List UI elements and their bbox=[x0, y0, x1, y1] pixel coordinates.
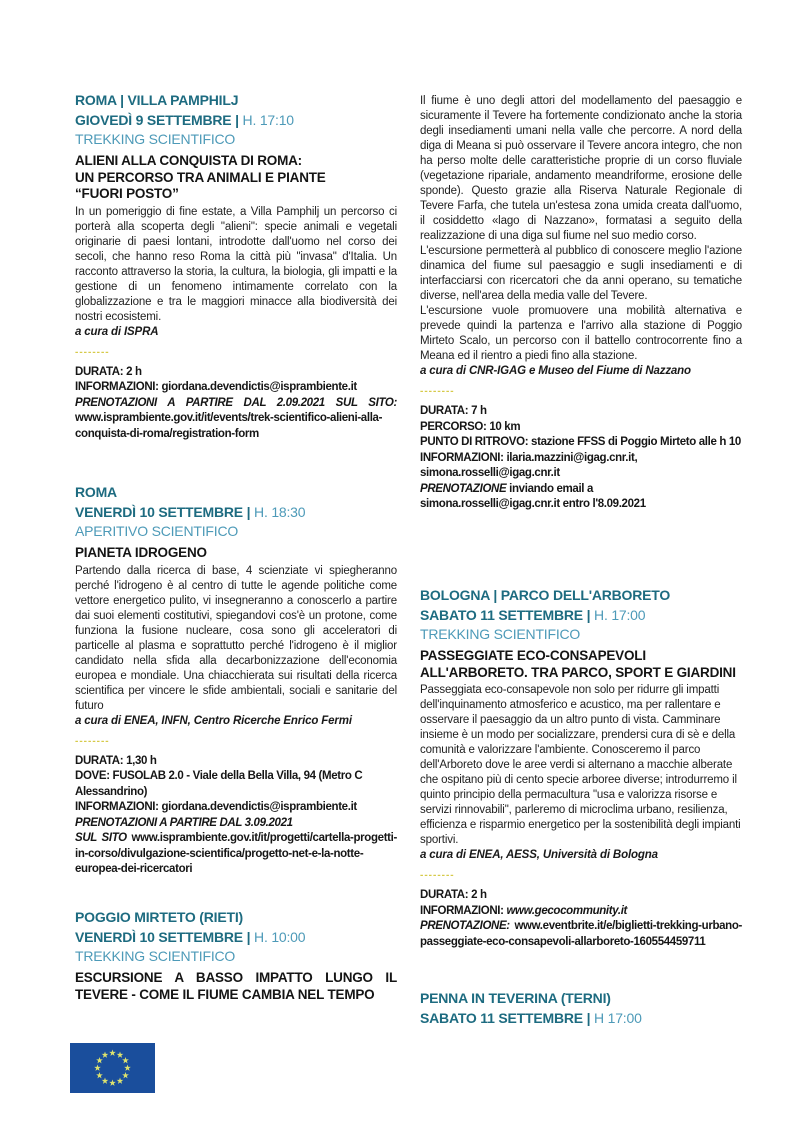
event-date-line bbox=[75, 927, 397, 947]
event-date: GIOVEDÌ 9 SETTEMBRE | bbox=[75, 112, 239, 128]
event-title bbox=[75, 970, 397, 1003]
section-separator: -------- bbox=[420, 386, 455, 397]
event-villa-pamphilj bbox=[75, 90, 397, 442]
event-curator: a cura di CNR-IGAG e Museo del Fiume di Nazzano bbox=[420, 365, 691, 377]
event-booking-text: inviando email a bbox=[506, 482, 594, 495]
event-route-length: PERCORSO: 10 km bbox=[420, 420, 521, 433]
event-booking-url: www.isprambiente.gov.it/it/events/trek-scientifico-alieni-alla-conquista-di-roma/registration-form bbox=[75, 412, 383, 440]
event-booking-note bbox=[420, 482, 742, 498]
event-bologna-arboreto bbox=[420, 585, 742, 950]
event-date-line bbox=[420, 605, 742, 625]
event-title-line: ESCURSIONE A BASSO IMPATTO LUNGO IL bbox=[75, 970, 397, 985]
event-category: TREKKING SCIENTIFICO bbox=[420, 626, 581, 642]
event-duration: DURATA: 7 h bbox=[420, 405, 487, 417]
event-info-email: INFORMAZIONI: ilaria.mazzini@igag.cnr.it, bbox=[420, 451, 638, 464]
event-curator: a cura di ENEA, INFN, Centro Ricerche Enrico Fermi bbox=[75, 714, 352, 727]
event-curator: a cura di ISPRA bbox=[75, 325, 159, 338]
event-time: H 17:00 bbox=[590, 1010, 642, 1026]
event-booking-url-line bbox=[420, 919, 742, 950]
event-details bbox=[420, 404, 742, 513]
event-poggio-mirteto-body bbox=[420, 92, 742, 513]
event-date: SABATO 11 SETTEMBRE | bbox=[420, 607, 591, 623]
event-time: H. 10:00 bbox=[250, 929, 306, 945]
event-duration: DURATA: 1,30 h bbox=[75, 754, 157, 767]
event-curator: a cura di ENEA, AESS, Università di Bologna bbox=[420, 849, 658, 861]
event-title-line: ALIENI ALLA CONQUISTA DI ROMA: bbox=[75, 153, 302, 168]
event-title-line: ALL'ARBORETO. TRA PARCO, SPORT E GIARDINI bbox=[420, 664, 736, 680]
event-title bbox=[75, 153, 397, 203]
event-poggio-mirteto-header bbox=[75, 907, 397, 1003]
event-details bbox=[420, 888, 742, 950]
event-booking-label: PRENOTAZIONE bbox=[420, 482, 507, 495]
event-date-line bbox=[75, 502, 397, 522]
event-info-email-2: simona.rosselli@igag.cnr.it bbox=[420, 467, 560, 479]
section-separator: -------- bbox=[420, 870, 455, 881]
eu-flag-icon bbox=[70, 1043, 155, 1093]
section-separator: -------- bbox=[75, 346, 110, 358]
event-date: VENERDÌ 10 SETTEMBRE | bbox=[75, 504, 251, 520]
event-time: H. 17:10 bbox=[238, 112, 294, 128]
event-title bbox=[420, 648, 742, 681]
event-description-paragraph: L'escursione vuole promuovere una mobilità alternativa e prevede quindi la partenza e l'arrivo alla stazione di Poggio Mirteto Scalo, un percorso con il battello controcorrente fino a Meana ed il rientro a piedi fino alla stazione. bbox=[420, 305, 742, 362]
section-separator: -------- bbox=[75, 735, 110, 747]
event-category: TREKKING SCIENTIFICO bbox=[75, 948, 236, 964]
event-description: Passeggiata eco-consapevole non solo per ridurre gli impatti dell'inquinamento atmosferico e acustico, ma per rallentare e osservare il paesaggio da un altro punto di vista. Camminare insieme è un modo per socializzare, prendersi cura di sè e della comunità e valorizzare l'ambiente. Conosceremo il parco dell'Arboreto dove le aree verdi si alternano a macchie alberate che ospitano più di cento specie arboree diverse; introdurremo il quinto principio della permacultura "usa e valorizza risorse e servizi rinnovabili", parleremo di microclima urbano, resilienza, efficienza e risparmio energetico per la sostenibilità degli impianti sportivi. bbox=[420, 684, 741, 846]
event-booking-note: PRENOTAZIONI A PARTIRE DAL 2.09.2021 SUL SITO: bbox=[75, 396, 397, 409]
event-info-email: INFORMAZIONI: giordana.devendictis@isprambiente.it bbox=[75, 801, 357, 813]
event-time: H. 17:00 bbox=[590, 607, 646, 623]
event-category: APERITIVO SCIENTIFICO bbox=[75, 523, 239, 539]
event-booking-note: PRENOTAZIONI A PARTIRE DAL 3.09.2021 bbox=[75, 816, 293, 829]
event-title: PIANETA IDROGENO bbox=[75, 545, 207, 560]
event-category: TREKKING SCIENTIFICO bbox=[75, 131, 236, 147]
event-details bbox=[75, 365, 397, 443]
event-booking-url: www.isprambiente.gov.it/it/progetti/cartella-progetti-in-corso/divulgazione-scientifica/progetto-net-e-la-notte-europea-dei-ricercatori bbox=[75, 832, 397, 875]
event-date: VENERDÌ 10 SETTEMBRE | bbox=[75, 929, 251, 945]
event-description: Partendo dalla ricerca di base, 4 scienziate vi spiegheranno perché l'idrogeno è al centro di tutte le agende politiche come vettore energetico pulito, vi insegneranno a conoscerlo a partire dai suoi elementi costitutivi, spiegandovi cos'è un protone, come funziona la fusione nucleare, cosa sono gli acceleratori di particelle al plasma e soprattutto perché l'idrogeno è il miglior candidato nella sfida alla decarbonizzazione dell'economia europea e mondiale. Una chiacchierata sui risultati della ricerca scientifica per vincere le sfide ambientali, sociali e sanitarie del futuro bbox=[75, 564, 397, 712]
event-booking-url-line bbox=[75, 831, 397, 878]
event-location: ROMA | VILLA PAMPHILJ bbox=[75, 92, 239, 108]
event-info-email: INFORMAZIONI: giordana.devendictis@isprambiente.it bbox=[75, 381, 357, 393]
event-details bbox=[75, 754, 397, 878]
event-title-line: UN PERCORSO TRA ANIMALI E PIANTE bbox=[75, 169, 326, 185]
event-duration: DURATA: 2 h bbox=[420, 889, 487, 901]
event-info-url: www.gecocommunity.it bbox=[503, 904, 628, 917]
event-booking-label: PRENOTAZIONE: bbox=[420, 920, 510, 932]
event-pianeta-idrogeno bbox=[75, 482, 397, 878]
event-booking-url: www.eventbrite.it/e/biglietti-trekking-urbano-passeggiate-eco-consapevoli-allarboreto-160554459711 bbox=[420, 920, 742, 948]
event-date: SABATO 11 SETTEMBRE | bbox=[420, 1010, 591, 1026]
event-venue: DOVE: FUSOLAB 2.0 - Viale della Bella Villa, 94 (Metro C Alessandrino) bbox=[75, 770, 363, 798]
event-booking-email: simona.rosselli@igag.cnr.it entro l'8.09.2021 bbox=[420, 498, 646, 510]
event-site-label: SUL SITO bbox=[75, 832, 127, 844]
event-time: H. 18:30 bbox=[250, 504, 306, 520]
event-title-line: TEVERE - COME IL FIUME CAMBIA NEL TEMPO bbox=[75, 986, 375, 1002]
event-info-label: INFORMAZIONI: bbox=[420, 904, 504, 917]
event-location: POGGIO MIRTETO (RIETI) bbox=[75, 909, 244, 925]
event-description: In un pomeriggio di fine estate, a Villa Pamphilj un percorso ci porterà alla scoperta degli "alieni": specie animali e vegetali originarie di paesi lontani, introdotte dall'uomo nel corso dei secoli, che hanno reso Roma la città più "invasa" d'Italia. Un racconto attraverso la storia, la cultura, la biologia, gli impatti e la gestione di un fenomeno intimamente correlato con la globalizzazione e tra le maggiori minacce alla biodiversità dei nostri ecosistemi. bbox=[75, 205, 397, 323]
event-location: ROMA bbox=[75, 484, 117, 500]
event-title-line: “FUORI POSTO” bbox=[75, 186, 179, 201]
event-meeting-point: PUNTO DI RITROVO: stazione FFSS di Poggio Mirteto alle h 10 bbox=[420, 436, 741, 448]
event-duration: DURATA: 2 h bbox=[75, 365, 142, 378]
event-info-url-line bbox=[420, 904, 742, 920]
event-penna-teverina-header bbox=[420, 988, 742, 1028]
event-description-paragraph: Il fiume è uno degli attori del modellamento del paesaggio e sicuramente il Tevere ha fortemente condizionato anche la storia degli insediamenti umani nella valle che percorre. A nord della diga di Meana si può osservare il Tevere ancora integro, che non ha perso molte delle caratteristiche proprie di un corso fluviale (vegetazione ripariale, andamento meandriforme, erosione delle sponde). Questo grazie alla Riserva Naturale Regionale di Tevere Farfa, che tutela un'estesa zona umida creata dall'uomo, il cosiddetto «lago di Nazzano», formatasi a seguito della realizzazione di una diga sul fiume nel suo medio corso. bbox=[420, 95, 742, 242]
event-date-line bbox=[75, 110, 397, 130]
event-title-line: PASSEGGIATE ECO-CONSAPEVOLI bbox=[420, 648, 646, 663]
event-description-paragraph: L'escursione permetterà al pubblico di conoscere meglio l'azione dinamica del fiume sul paesaggio e sugli insediamenti e di interfacciarsi con ricercatori che da anni operano, su tematiche diverse, nell'area della media valle del Tevere. bbox=[420, 245, 742, 302]
event-location: PENNA IN TEVERINA (TERNI) bbox=[420, 990, 611, 1006]
event-location: BOLOGNA | PARCO DELL'ARBORETO bbox=[420, 587, 671, 603]
event-date-line bbox=[420, 1008, 742, 1028]
